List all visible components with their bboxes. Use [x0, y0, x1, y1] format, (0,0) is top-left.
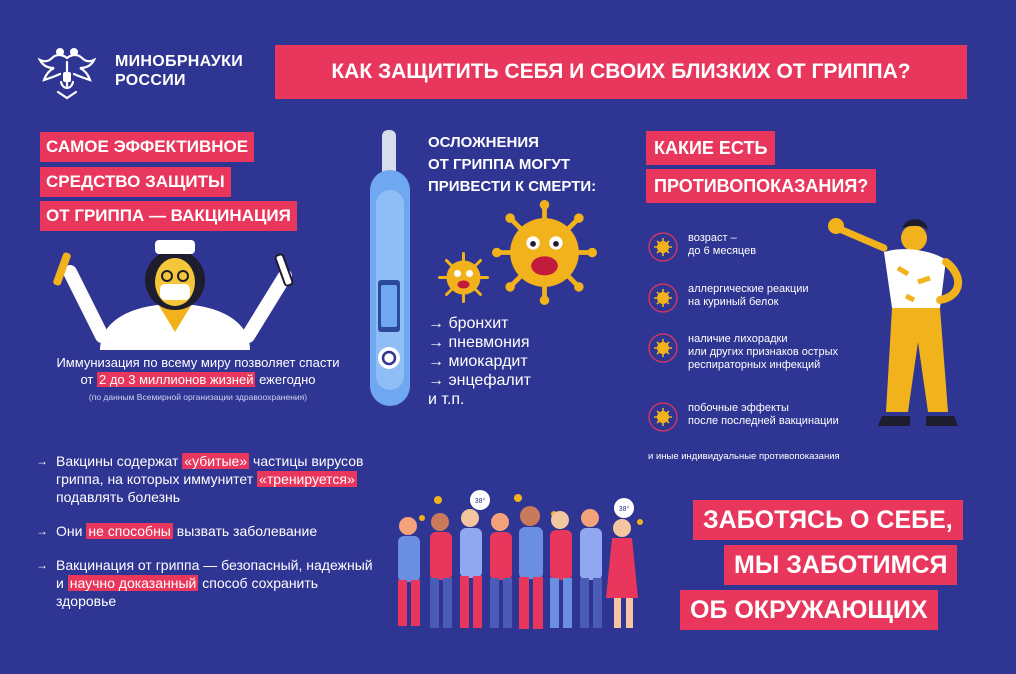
contraindications-heading-line-1: КАКИЕ ЕСТЬ	[646, 131, 775, 165]
list-item: → энцефалит	[428, 372, 531, 389]
immunization-stat	[38, 354, 358, 388]
vaccine-facts-list	[36, 452, 381, 626]
stat-suffix: ежегодно	[255, 372, 316, 387]
list-item	[36, 522, 381, 540]
fact-3-highlight: научно доказанный	[69, 575, 197, 591]
virus-icon	[492, 200, 597, 305]
list-item	[36, 452, 381, 506]
complications-title-line-3: ПРИВЕСТИ К СМЕРТИ:	[428, 178, 597, 195]
vaccination-heading-line-2: СРЕДСТВО ЗАЩИТЫ	[40, 167, 231, 197]
fact-3-part-a: Вакцинация от гриппа — безопасный, надежный и	[56, 557, 373, 591]
virus-icon	[648, 333, 678, 363]
fact-2-part-a: Они	[56, 523, 87, 539]
virus-icon	[648, 232, 678, 262]
virus-icon	[648, 283, 678, 313]
fact-1-part-a: Вакцины содержат	[56, 453, 183, 469]
list-item: → пневмония	[428, 334, 530, 351]
fact-1-highlight-1: «убитые»	[184, 453, 248, 469]
contraindication-text: наличие лихорадки или других признаков острых респираторных инфекций	[688, 333, 838, 371]
ministry-line-1: МИНОБРНАУКИ	[115, 53, 244, 70]
person-illustration	[822, 212, 972, 434]
closing-line-1: ЗАБОТЯСЬ О СЕБЕ,	[693, 500, 963, 540]
list-item: → миокардит	[428, 353, 528, 370]
stat-line-1: Иммунизация по всему миру позволяет спасти	[56, 355, 340, 370]
complications-title	[428, 132, 596, 198]
list-item: → бронхит	[428, 315, 509, 332]
complications-list	[428, 314, 531, 409]
fact-text-2	[56, 522, 317, 540]
arrow-right-icon: →	[36, 454, 48, 468]
crowd-illustration	[378, 488, 668, 638]
fact-1-highlight-2: «тренируется»	[259, 471, 355, 487]
contraindication-text: побочные эффекты после последней вакцинации	[688, 402, 839, 427]
closing-line-3: ОБ ОКРУЖАЮЩИХ	[680, 590, 938, 630]
stat-highlight: 2 до 3 миллионов жизней	[98, 372, 254, 387]
virus-icon	[436, 250, 491, 305]
list-item	[36, 556, 381, 610]
list-item: и т.п.	[428, 391, 465, 408]
fact-1-part-b: частицы вирусов гриппа, на которых иммунитет	[56, 453, 364, 487]
double-headed-eagle-icon	[36, 44, 98, 102]
ministry-name	[115, 52, 243, 90]
fact-1-part-c: подавлять болезнь	[56, 489, 181, 505]
complications-title-line-2: ОТ ГРИППА МОГУТ	[428, 156, 571, 173]
stat-line-2	[38, 371, 358, 388]
fever-badge: 38°	[618, 506, 630, 513]
vaccination-heading-line-3: ОТ ГРИППА — ВАКЦИНАЦИЯ	[40, 201, 297, 231]
page-title: КАК ЗАЩИТИТЬ СЕБЯ И СВОИХ БЛИЗКИХ ОТ ГРИППА?	[275, 45, 967, 99]
closing-line-2: МЫ ЗАБОТИМСЯ	[724, 545, 957, 585]
other-contraindications: и иные индивидуальные противопоказания	[648, 451, 840, 462]
stat-prefix: от	[80, 372, 97, 387]
doctor-illustration	[40, 232, 310, 350]
fact-text-1	[56, 452, 381, 506]
fact-3-part-b: способ сохранить здоровье	[56, 575, 319, 609]
thermometer-icon	[362, 130, 418, 410]
complications-title-line-1: ОСЛОЖНЕНИЯ	[428, 134, 539, 151]
virus-icon	[648, 402, 678, 432]
arrow-right-icon: →	[36, 524, 48, 538]
arrow-right-icon: →	[36, 558, 48, 572]
vaccination-heading-line-1: САМОЕ ЭФФЕКТИВНОЕ	[40, 132, 254, 162]
fact-text-3	[56, 556, 381, 610]
ministry-line-2: РОССИИ	[115, 72, 186, 89]
contraindication-text: аллергические реакции на куриный белок	[688, 283, 809, 308]
contraindication-text: возраст – до 6 месяцев	[688, 232, 757, 257]
fact-2-part-b: вызвать заболевание	[172, 523, 318, 539]
stat-source: (по данным Всемирной организации здравоохранения)	[88, 392, 308, 402]
fact-2-highlight: не способны	[88, 523, 171, 539]
fever-badge: 38°	[474, 498, 486, 505]
contraindications-heading-line-2: ПРОТИВОПОКАЗАНИЯ?	[646, 169, 876, 203]
